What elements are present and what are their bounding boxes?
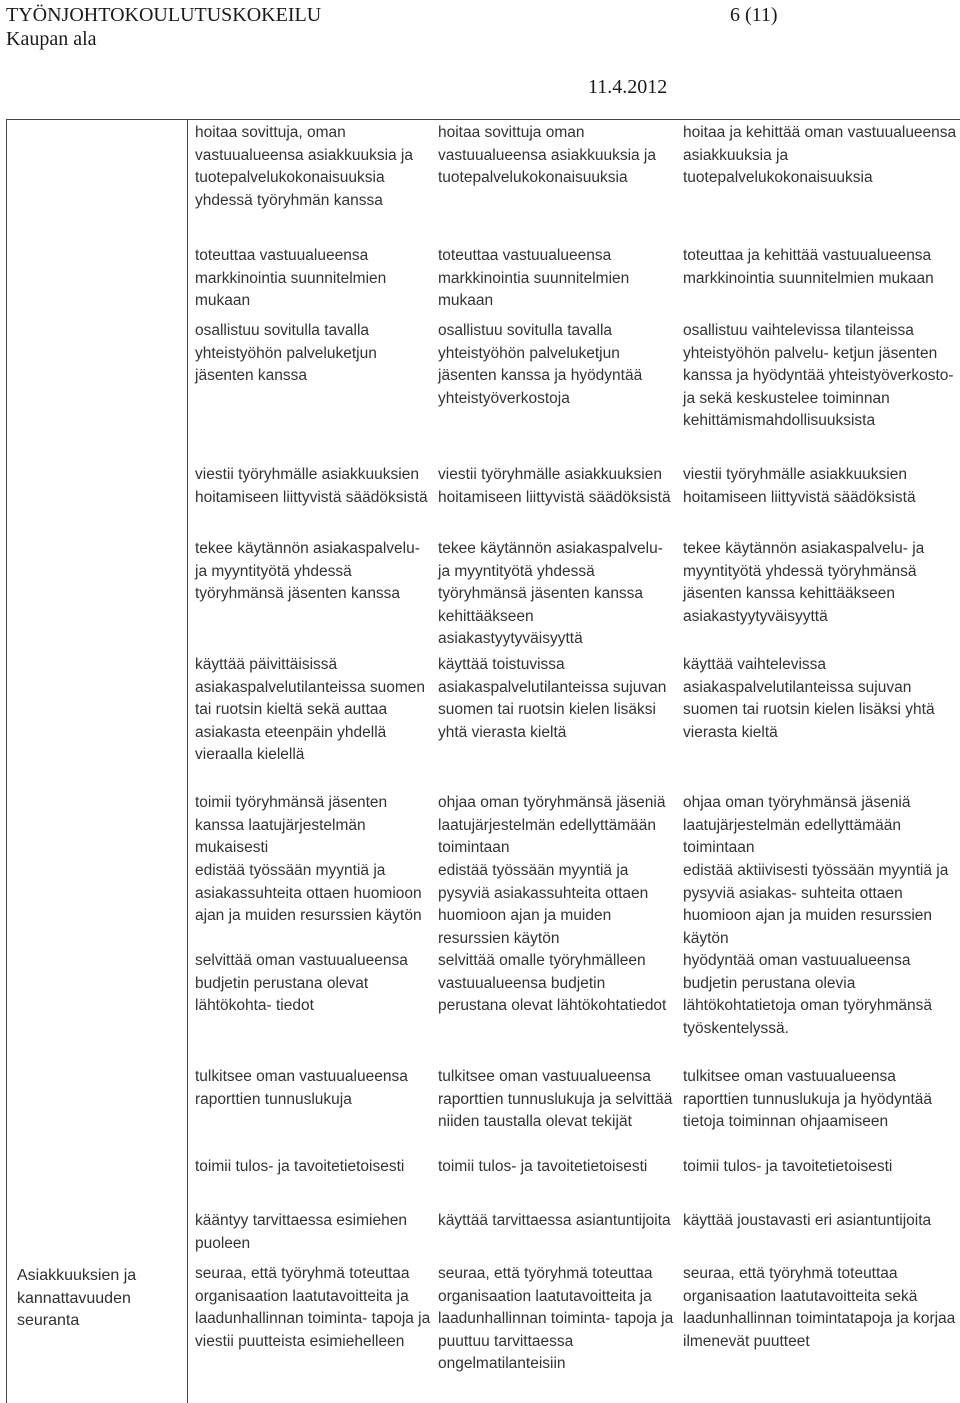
cell-row11-col2: toimii tulos- ja tavoitetietoisesti (438, 1158, 648, 1175)
cell-row6-col2: käyttää toistuvissa asiakaspalvelutilanteissa sujuvan suomen tai ruotsin kielen lisäksi yhtä vierasta kieltä (438, 656, 667, 741)
cell-row4-col2: viestii työryhmälle asiakkuuksien hoitamiseen liittyvistä säädöksistä (438, 466, 671, 506)
cell-row7-col3: ohjaa oman työryhmänsä jäseniä laatujärjestelmän edellyttämään toimintaan (683, 794, 911, 856)
cell-row2-col3: toteuttaa ja kehittää vastuualueensa markkinointia suunnitelmien mukaan (683, 247, 934, 287)
cell-row10-col1: tulkitsee oman vastuualueensa raporttien tunnuslukuja (195, 1068, 408, 1108)
cell-row8-col3: edistää aktiivisesti työssään myyntiä ja pysyviä asiakas- suhteita ottaen huomioon ajan ja muiden resurssien käytön (683, 862, 949, 947)
cell-row2-col1: toteuttaa vastuualueensa markkinointia suunnitelmien mukaan (195, 247, 387, 309)
cell-row3-col3: osallistuu vaihtelevissa tilanteissa yhteistyöhön palvelu- ketjun jäsenten kanssa ja hyödyntää yhteistyöverkosto- ja sekä keskustelee toiminnan kehittämismahdollisuuksista (683, 322, 954, 429)
cell-row12-col3: käyttää joustavasti eri asiantuntijoita (683, 1212, 932, 1229)
cell-row10-col2: tulkitsee oman vastuualueensa raporttien tunnuslukuja ja selvittää niiden taustalla olevat tekijät (438, 1068, 673, 1130)
cell-row8-col2: edistää työssään myyntiä ja pysyviä asiakassuhteita ottaen huomioon ajan ja muiden resurssien käytön (438, 862, 649, 947)
page-number: 6 (11) (730, 4, 778, 26)
cell-row9-col2: selvittää omalle työryhmälleen vastuualueensa budjetin perustana olevat lähtökohtatiedot (438, 952, 667, 1014)
cell-row11-col1: toimii tulos- ja tavoitetietoisesti (195, 1158, 405, 1175)
cell-row10-col3: tulkitsee oman vastuualueensa raporttien tunnuslukuja ja hyödyntää tietoja toiminnan ohjaamiseen (683, 1068, 933, 1130)
cell-row3-col1: osallistuu sovitulla tavalla yhteistyöhön palveluketjun jäsenten kanssa (195, 322, 377, 384)
cell-row7-col2: ohjaa oman työryhmänsä jäseniä laatujärjestelmän edellyttämään toimintaan (438, 794, 666, 856)
cell-row2-col2: toteuttaa vastuualueensa markkinointia suunnitelmien mukaan (438, 247, 630, 309)
cell-row1-col3: hoitaa ja kehittää oman vastuualueensa asiakkuuksia ja tuotepalvelukokonaisuuksia (683, 124, 957, 186)
cell-row12-col1: kääntyy tarvittaessa esimiehen puoleen (195, 1212, 407, 1252)
cell-row8-col1: edistää työssään myyntiä ja asiakassuhteita ottaen huomioon ajan ja muiden resurssien käytön (195, 862, 422, 924)
cell-row9-col1: selvittää oman vastuualueensa budjetin perustana olevat lähtökohta- tiedot (195, 952, 408, 1014)
cell-row6-col1: käyttää päivittäisissä asiakaspalvelutilanteissa suomen tai ruotsin kieltä sekä auttaa asiakasta eteenpäin yhdellä vieraalla kielellä (195, 656, 426, 763)
cell-row13-col3: seuraa, että työryhmä toteuttaa organisaation laatutavoitteita sekä laadunhallinnan toimintatapoja ja korjaa ilmenevät puutteet (683, 1265, 956, 1350)
top-border (6, 119, 960, 120)
section-label: Asiakkuuksien ja kannattavuuden seuranta (17, 1267, 137, 1329)
cell-row4-col3: viestii työryhmälle asiakkuuksien hoitamiseen liittyvistä säädöksistä (683, 466, 916, 506)
document-subtitle: Kaupan ala (6, 28, 97, 50)
cell-row9-col3: hyödyntää oman vastuualueensa budjetin perustana olevia lähtökohtatietoja oman työryhmänsä työskentelyssä. (683, 952, 933, 1037)
cell-row11-col3: toimii tulos- ja tavoitetietoisesti (683, 1158, 893, 1175)
document-date: 11.4.2012 (588, 76, 668, 98)
cell-row5-col2: tekee käytännön asiakaspalvelu- ja myyntityötä yhdessä työryhmänsä jäsenten kanssa kehittääkseen asiakastyytyväisyyttä (438, 540, 663, 647)
cell-row4-col1: viestii työryhmälle asiakkuuksien hoitamiseen liittyvistä säädöksistä (195, 466, 428, 506)
label-column-border (6, 119, 7, 1403)
cell-row6-col3: käyttää vaihtelevissa asiakaspalvelutilanteissa sujuvan suomen tai ruotsin kielen lisäksi yhtä vierasta kieltä (683, 656, 935, 741)
cell-row1-col1: hoitaa sovittuja, oman vastuualueensa asiakkuuksia ja tuotepalvelukokonaisuuksia yhdessä työryhmän kanssa (195, 124, 413, 209)
document-title: TYÖNJOHTOKOULUTUSKOKEILU (6, 4, 322, 26)
cell-row5-col3: tekee käytännön asiakaspalvelu- ja myyntityötä yhdessä työryhmänsä jäsenten kanssa kehittääkseen asiakastyytyväisyyttä (683, 540, 925, 625)
cell-row1-col2: hoitaa sovittuja oman vastuualueensa asiakkuuksia ja tuotepalvelukokonaisuuksia (438, 124, 656, 186)
cell-row5-col1: tekee käytännön asiakaspalvelu- ja myyntityötä yhdessä työryhmänsä jäsenten kanssa (195, 540, 420, 602)
label-column-divider (187, 119, 188, 1403)
cell-row7-col1: toimii työryhmänsä jäsenten kanssa laatujärjestelmän mukaisesti (195, 794, 388, 856)
cell-row12-col2: käyttää tarvittaessa asiantuntijoita (438, 1212, 671, 1229)
cell-row13-col2: seuraa, että työryhmä toteuttaa organisaation laatutavoitteita ja laadunhallinnan toiminta- tapoja ja puuttuu tarvittaessa ongelmatilanteisiin (438, 1265, 674, 1372)
cell-row13-col1: seuraa, että työryhmä toteuttaa organisaation laatutavoitteita ja laadunhallinnan toiminta- tapoja ja viestii puutteista esimiehelleen (195, 1265, 431, 1350)
cell-row3-col2: osallistuu sovitulla tavalla yhteistyöhön palveluketjun jäsenten kanssa ja hyödyntää yhteistyöverkostoja (438, 322, 643, 407)
